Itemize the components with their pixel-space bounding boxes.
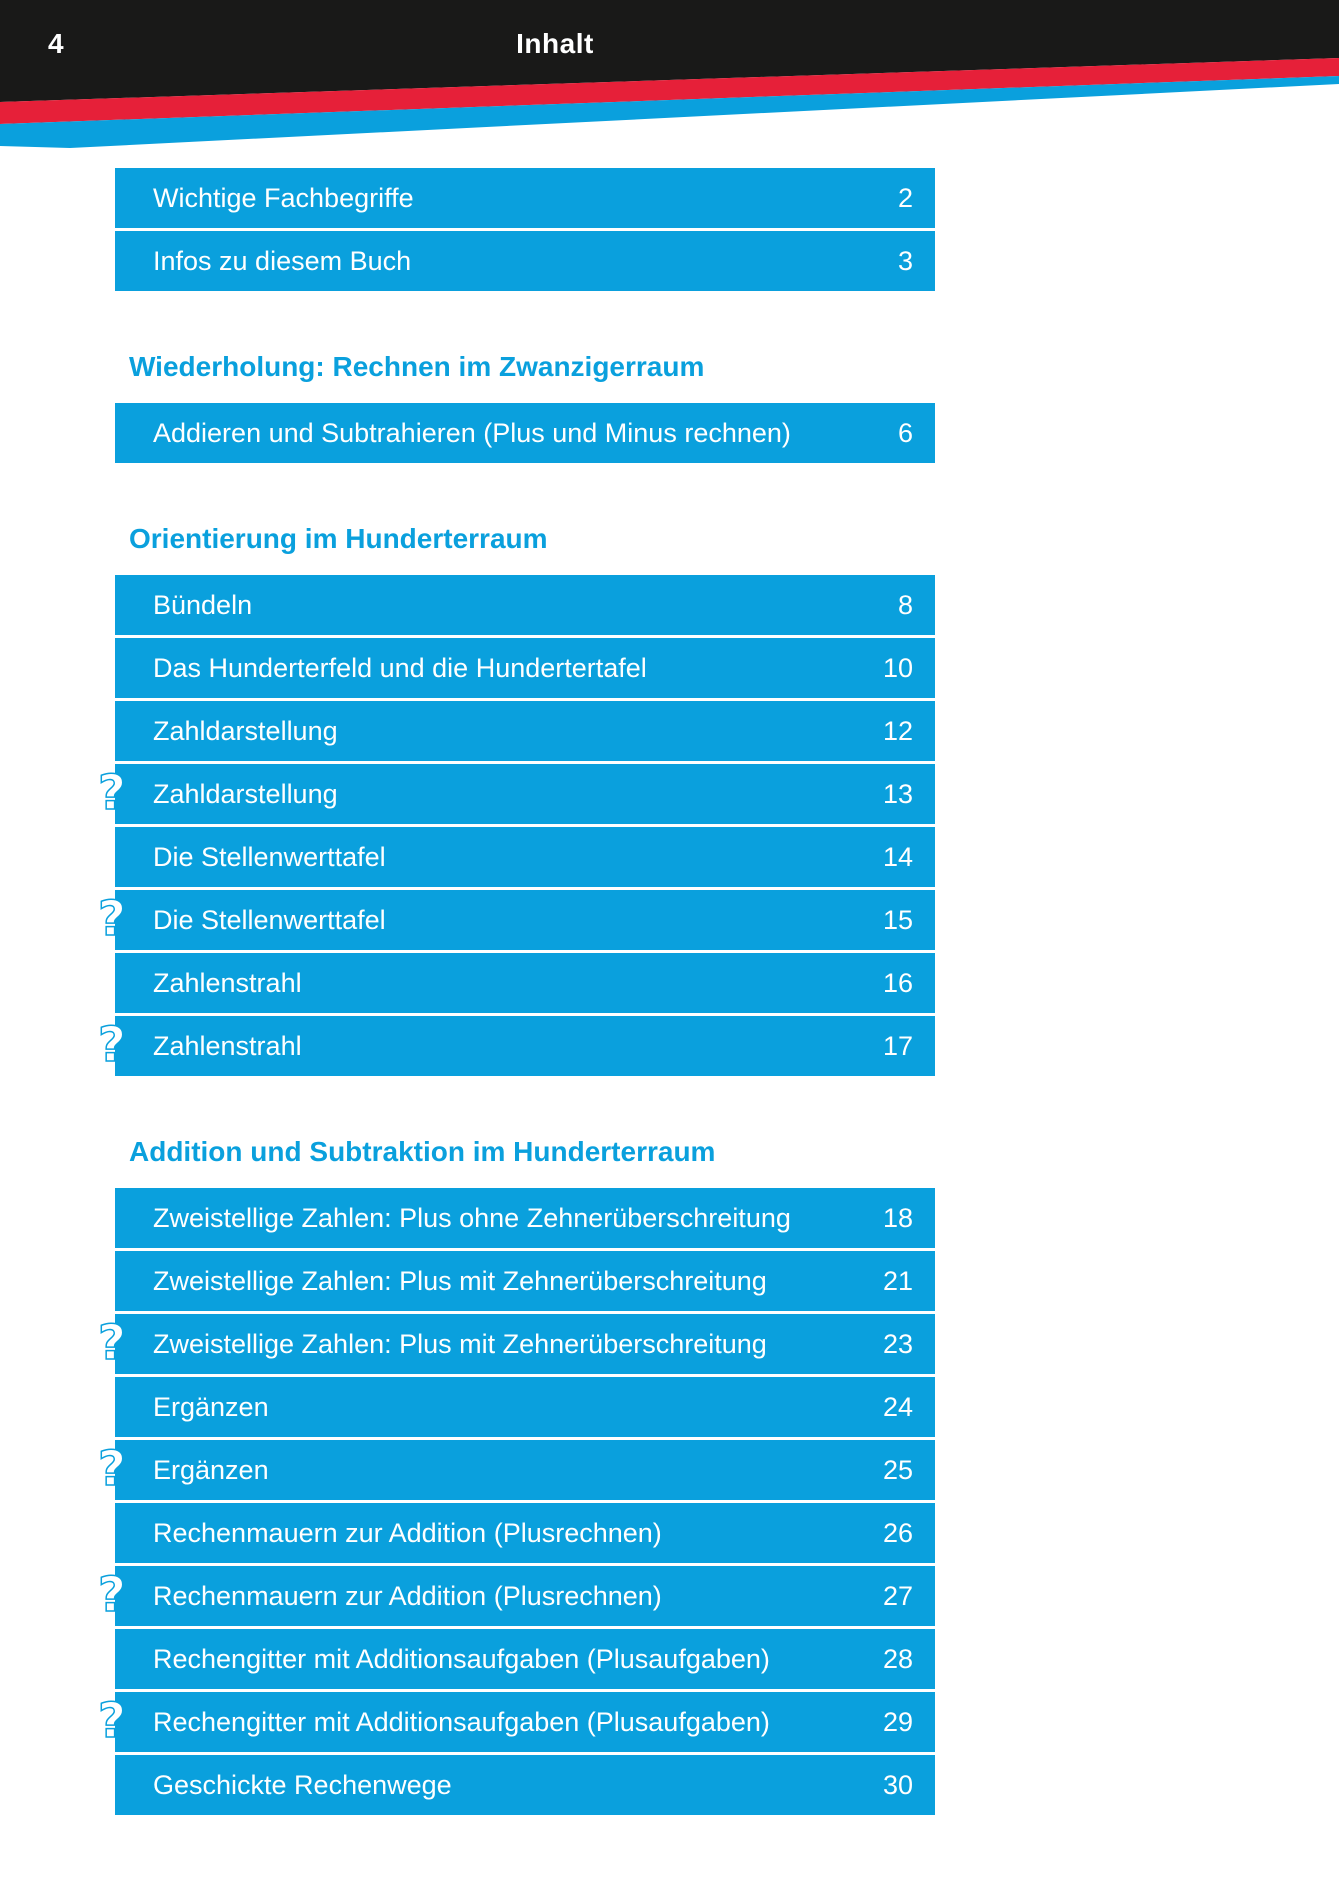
toc-item-label: Rechengitter mit Additionsaufgaben (Plusaufgaben) — [153, 1643, 770, 1674]
toc-row — [115, 168, 935, 228]
toc-row — [98, 1440, 935, 1500]
toc-item-page: 24 — [882, 1391, 913, 1422]
toc-item-label: Zweistellige Zahlen: Plus ohne Zehnerüberschreitung — [153, 1202, 791, 1233]
toc-item-page: 27 — [882, 1580, 913, 1611]
toc-item-label: Geschickte Rechenwege — [153, 1769, 452, 1800]
toc-item-page: 30 — [882, 1769, 913, 1800]
toc-item-label: Zahlenstrahl — [153, 967, 302, 998]
toc-item-page: 3 — [897, 245, 913, 276]
toc-item-page: 8 — [897, 589, 913, 620]
toc-item-label: Rechenmauern zur Addition (Plusrechnen) — [153, 1517, 662, 1548]
toc-item-page: 14 — [882, 841, 913, 872]
toc-item-label: Addieren und Subtrahieren (Plus und Minus rechnen) — [153, 417, 791, 448]
toc-item-page: 10 — [882, 652, 913, 683]
toc-item-page: 6 — [897, 417, 913, 448]
toc-item-label: Infos zu diesem Buch — [153, 245, 412, 276]
toc-item-label: Rechengitter mit Additionsaufgaben (Plusaufgaben) — [153, 1706, 770, 1737]
toc-row — [98, 1016, 935, 1076]
toc-item-page: 15 — [882, 904, 913, 935]
question-mark-icon: ? — [98, 1315, 126, 1372]
section-heading: Orientierung im Hunderterraum — [129, 523, 548, 554]
toc-row — [115, 1188, 935, 1248]
toc-item-page: 17 — [882, 1030, 913, 1061]
toc-item-page: 25 — [882, 1454, 913, 1485]
toc-item-label: Zahldarstellung — [153, 778, 338, 809]
question-mark-icon: ? — [98, 891, 126, 948]
question-mark-icon: ? — [98, 765, 126, 822]
toc-row — [115, 231, 935, 291]
toc-row — [98, 764, 935, 824]
toc-item-label: Bündeln — [153, 589, 253, 620]
toc-row — [115, 1629, 935, 1689]
toc-item-label: Die Stellenwerttafel — [153, 841, 386, 872]
section-heading: Addition und Subtraktion im Hunderterraum — [129, 1136, 716, 1167]
question-mark-icon: ? — [98, 1441, 126, 1498]
toc-item-page: 13 — [882, 778, 913, 809]
toc-row — [115, 1755, 935, 1815]
toc-item-page: 23 — [882, 1328, 913, 1359]
toc-item-label: Zahlenstrahl — [153, 1030, 302, 1061]
page-title: Inhalt — [516, 28, 594, 59]
page-number: 4 — [48, 28, 64, 59]
toc-row — [115, 1251, 935, 1311]
toc-item-label: Zweistellige Zahlen: Plus mit Zehnerüberschreitung — [153, 1328, 767, 1359]
toc-item-page: 18 — [882, 1202, 913, 1233]
toc-row — [98, 890, 935, 950]
toc-row — [98, 1314, 935, 1374]
toc-row — [115, 638, 935, 698]
toc-row — [115, 1503, 935, 1563]
toc-item-page: 12 — [882, 715, 913, 746]
toc-item-label: Zweistellige Zahlen: Plus mit Zehnerüberschreitung — [153, 1265, 767, 1296]
toc-item-page: 29 — [882, 1706, 913, 1737]
question-mark-icon: ? — [98, 1017, 126, 1074]
toc-row — [115, 1377, 935, 1437]
toc-item-label: Ergänzen — [153, 1391, 269, 1422]
toc-item-page: 21 — [882, 1265, 913, 1296]
toc-item-label: Zahldarstellung — [153, 715, 338, 746]
toc-item-label: Ergänzen — [153, 1454, 269, 1485]
toc-row — [115, 953, 935, 1013]
toc-item-label: Rechenmauern zur Addition (Plusrechnen) — [153, 1580, 662, 1611]
toc-row — [115, 403, 935, 463]
toc-item-label: Die Stellenwerttafel — [153, 904, 386, 935]
header-banner-graphic — [0, 0, 1339, 160]
toc-item-page: 16 — [882, 967, 913, 998]
toc-row — [98, 1566, 935, 1626]
toc-row — [115, 827, 935, 887]
toc-item-page: 2 — [897, 182, 913, 213]
question-mark-icon: ? — [98, 1693, 126, 1750]
toc-row — [115, 575, 935, 635]
question-mark-icon: ? — [98, 1567, 126, 1624]
table-of-contents — [98, 168, 935, 1818]
section-heading: Wiederholung: Rechnen im Zwanzigerraum — [129, 351, 705, 382]
toc-item-page: 26 — [882, 1517, 913, 1548]
toc-item-label: Wichtige Fachbegriffe — [153, 182, 414, 213]
toc-item-label: Das Hunderterfeld und die Hundertertafel — [153, 652, 647, 683]
toc-row — [98, 1692, 935, 1752]
toc-row — [115, 701, 935, 761]
toc-item-page: 28 — [882, 1643, 913, 1674]
